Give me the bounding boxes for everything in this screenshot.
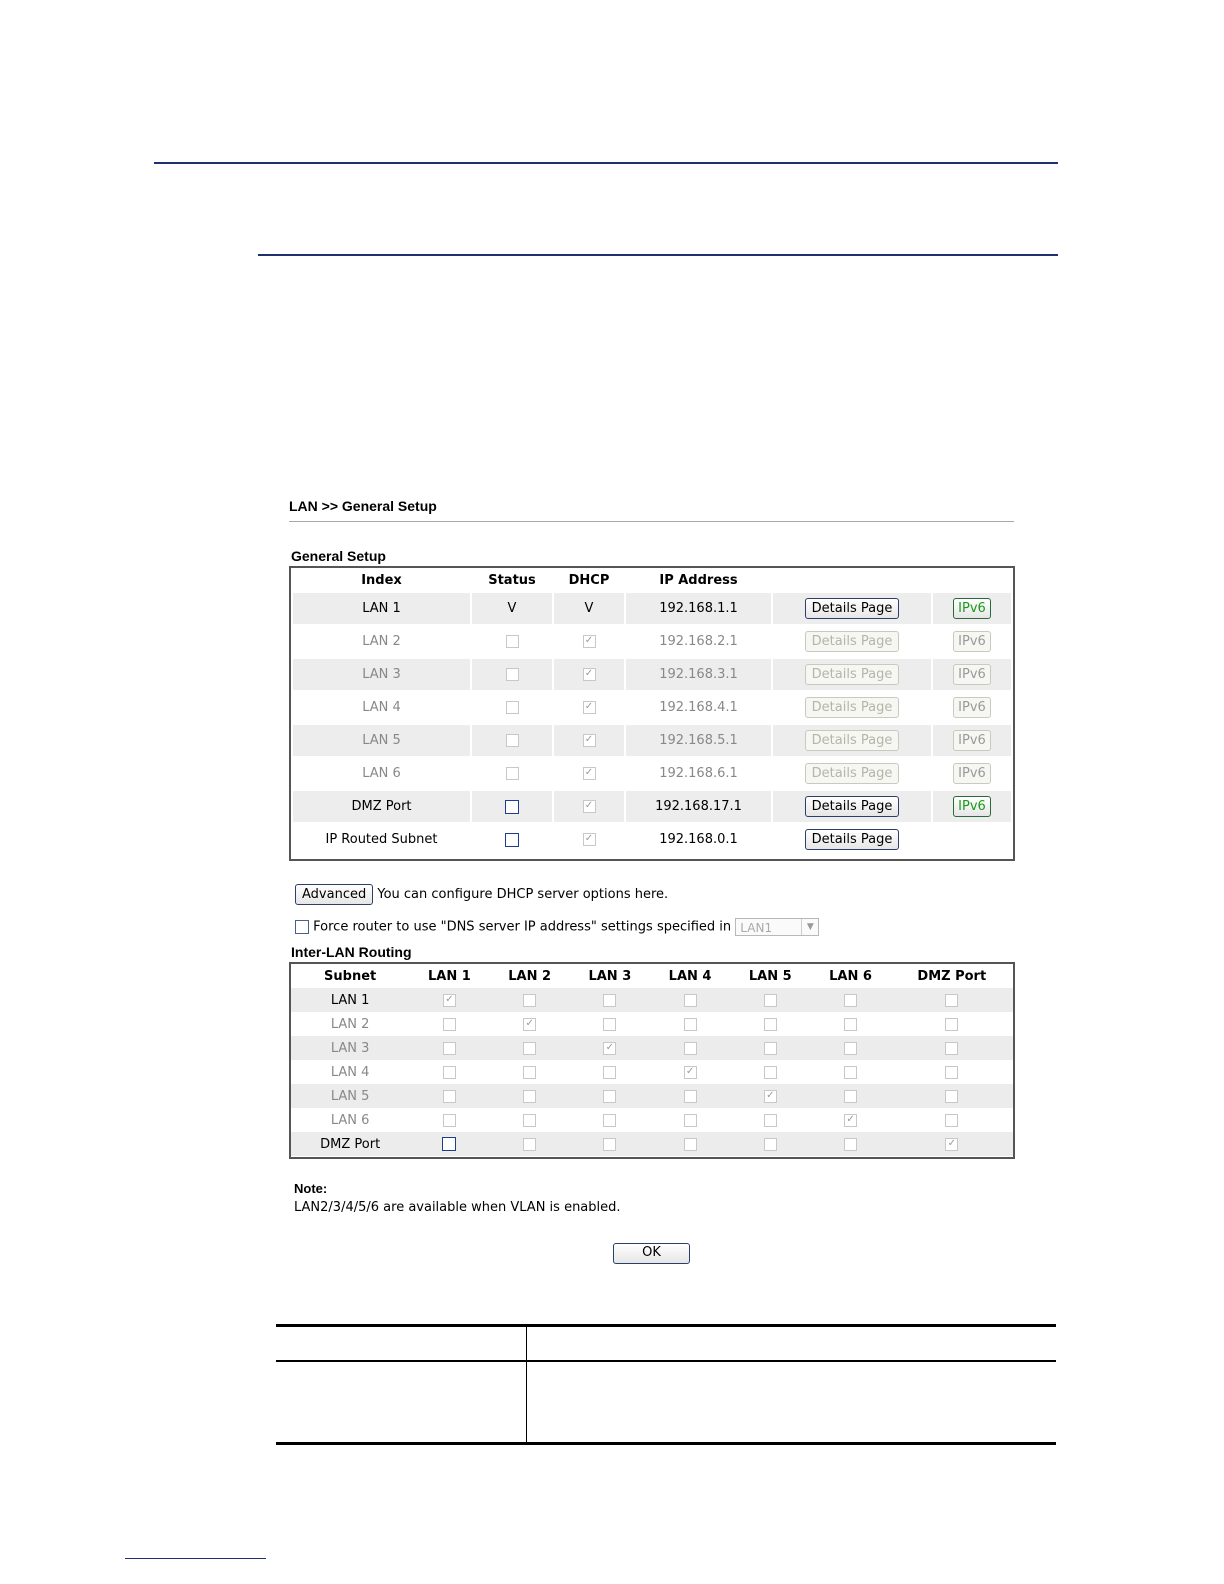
routing-checkbox[interactable] (523, 1138, 536, 1151)
page-top-rule (154, 162, 1058, 164)
routing-checkbox[interactable] (603, 1066, 616, 1079)
details-page-button[interactable]: Details Page (805, 796, 900, 817)
routing-checkbox[interactable] (684, 1138, 697, 1151)
header-ip-address: IP Address (659, 573, 738, 588)
routing-checkbox[interactable] (764, 1114, 777, 1127)
routing-checkbox[interactable] (603, 1138, 616, 1151)
routing-checkbox[interactable] (442, 1137, 456, 1151)
footer-rule (125, 1558, 266, 1559)
routing-checkbox[interactable] (523, 1066, 536, 1079)
header-lan1: LAN 1 (428, 968, 471, 984)
routing-checkbox[interactable] (945, 1018, 958, 1031)
routing-checkbox[interactable] (844, 1018, 857, 1031)
ipv6-button[interactable]: IPv6 (953, 631, 991, 652)
general-setup-table (289, 566, 1015, 861)
routing-checkbox[interactable] (945, 1090, 958, 1103)
header-lan4: LAN 4 (668, 968, 712, 984)
routing-checkbox[interactable] (684, 994, 697, 1007)
details-page-button[interactable]: Details Page (805, 697, 900, 718)
row-index: IP Routed Subnet (325, 832, 438, 847)
advanced-row (295, 884, 668, 905)
routing-checkbox[interactable] (523, 994, 536, 1007)
header-dhcp: DHCP (568, 573, 610, 588)
row-index: LAN 2 (362, 634, 401, 649)
routing-checkbox[interactable] (844, 1114, 857, 1127)
details-page-button[interactable]: Details Page (805, 763, 900, 784)
details-page-button[interactable]: Details Page (805, 829, 900, 850)
row-ip: 192.168.6.1 (659, 766, 738, 781)
table-row (293, 626, 1011, 657)
row-subnet: LAN 2 (330, 1016, 370, 1032)
dhcp-checkbox[interactable] (583, 800, 596, 813)
routing-checkbox[interactable] (684, 1066, 697, 1079)
dns-row (295, 918, 819, 936)
table-row (291, 1084, 1013, 1108)
row-subnet: LAN 4 (330, 1064, 370, 1080)
general-setup-label: General Setup (291, 548, 386, 564)
routing-checkbox[interactable] (443, 1018, 456, 1031)
dhcp-checkbox[interactable] (583, 635, 596, 648)
ipv6-button[interactable]: IPv6 (953, 598, 991, 619)
description-table (276, 1324, 1056, 1445)
routing-checkbox[interactable] (945, 1114, 958, 1127)
table-row (291, 1012, 1013, 1036)
ipv6-button[interactable]: IPv6 (953, 730, 991, 751)
row-subnet: LAN 6 (330, 1112, 370, 1128)
dhcp-checkbox[interactable] (583, 734, 596, 747)
row-ip: 192.168.4.1 (659, 700, 738, 715)
routing-checkbox[interactable] (764, 1090, 777, 1103)
header-lan2: LAN 2 (508, 968, 552, 984)
table-row (293, 593, 1011, 624)
routing-checkbox[interactable] (523, 1114, 536, 1127)
routing-checkbox[interactable] (764, 1042, 777, 1055)
row-subnet: DMZ Port (291, 1132, 409, 1156)
routing-checkbox[interactable] (684, 1090, 697, 1103)
table-row (291, 1060, 1013, 1084)
row-status: V (472, 593, 552, 624)
routing-checkbox[interactable] (945, 1066, 958, 1079)
header-index: Index (361, 573, 402, 588)
chevron-down-icon: ▼ (801, 919, 818, 935)
row-ip: 192.168.5.1 (626, 725, 771, 756)
ipv6-button[interactable]: IPv6 (953, 697, 991, 718)
dhcp-checkbox[interactable] (583, 668, 596, 681)
dns-lan-select-value: LAN1 (740, 921, 773, 935)
details-page-button[interactable]: Details Page (805, 631, 900, 652)
note-title: Note: (294, 1181, 328, 1196)
routing-checkbox[interactable] (684, 1042, 697, 1055)
routing-checkbox[interactable] (603, 1042, 616, 1055)
row-index: DMZ Port (293, 791, 470, 822)
note-text: LAN2/3/4/5/6 are available when VLAN is enabled. (294, 1200, 621, 1215)
advanced-text: You can configure DHCP server options here. (377, 887, 669, 902)
routing-checkbox[interactable] (844, 1042, 857, 1055)
header-dmz-port: DMZ Port (917, 968, 987, 984)
row-ip: 192.168.3.1 (626, 659, 771, 690)
row-ip: 192.168.0.1 (659, 832, 738, 847)
breadcrumb: LAN >> General Setup (289, 498, 437, 514)
status-checkbox[interactable] (505, 833, 519, 847)
row-index: LAN 6 (362, 766, 401, 781)
table-row (293, 659, 1011, 690)
table-row (293, 791, 1011, 822)
routing-checkbox[interactable] (523, 1042, 536, 1055)
routing-checkbox[interactable] (764, 1066, 777, 1079)
routing-checkbox[interactable] (443, 1090, 456, 1103)
routing-checkbox[interactable] (764, 1018, 777, 1031)
status-checkbox[interactable] (506, 767, 519, 780)
status-checkbox[interactable] (506, 701, 519, 714)
routing-checkbox[interactable] (844, 1138, 857, 1151)
row-index: LAN 3 (293, 659, 470, 690)
row-subnet: LAN 5 (291, 1084, 409, 1108)
routing-checkbox[interactable] (684, 1018, 697, 1031)
routing-checkbox[interactable] (603, 1090, 616, 1103)
routing-checkbox[interactable] (443, 1066, 456, 1079)
row-subnet: LAN 1 (291, 988, 409, 1012)
table-row (293, 725, 1011, 756)
dhcp-checkbox[interactable] (583, 767, 596, 780)
status-checkbox[interactable] (506, 668, 519, 681)
inter-lan-routing-table (289, 962, 1015, 1159)
table-row (293, 692, 1011, 723)
routing-checkbox[interactable] (603, 994, 616, 1007)
row-subnet: LAN 3 (291, 1036, 409, 1060)
table-row (291, 1108, 1013, 1132)
routing-checkbox[interactable] (844, 1090, 857, 1103)
ipv6-button[interactable]: IPv6 (953, 763, 991, 784)
routing-checkbox[interactable] (684, 1114, 697, 1127)
routing-checkbox[interactable] (443, 1114, 456, 1127)
ipv6-button[interactable]: IPv6 (953, 796, 991, 817)
advanced-button[interactable]: Advanced (295, 884, 373, 905)
header-status: Status (488, 573, 536, 588)
routing-checkbox[interactable] (523, 1018, 536, 1031)
details-page-button[interactable]: Details Page (805, 730, 900, 751)
routing-checkbox[interactable] (844, 994, 857, 1007)
row-index: LAN 4 (362, 700, 401, 715)
title-divider (289, 521, 1014, 522)
routing-checkbox[interactable] (844, 1066, 857, 1079)
row-dhcp: V (554, 593, 624, 624)
routing-checkbox[interactable] (443, 994, 456, 1007)
routing-checkbox[interactable] (945, 994, 958, 1007)
dhcp-checkbox[interactable] (583, 833, 596, 846)
routing-checkbox[interactable] (603, 1114, 616, 1127)
table-row (293, 824, 1011, 855)
row-ip: 192.168.17.1 (626, 791, 771, 822)
header-subnet: Subnet (324, 968, 377, 984)
status-checkbox[interactable] (506, 635, 519, 648)
routing-checkbox[interactable] (945, 1138, 958, 1151)
dns-lan-select[interactable] (735, 918, 819, 936)
force-dns-checkbox[interactable] (295, 920, 309, 934)
table-row (291, 1132, 1013, 1156)
ipv6-button[interactable]: IPv6 (953, 664, 991, 685)
table-row (293, 758, 1011, 789)
status-checkbox[interactable] (506, 734, 519, 747)
header-lan3: LAN 3 (588, 968, 632, 984)
dhcp-checkbox[interactable] (583, 701, 596, 714)
details-page-button[interactable]: Details Page (805, 598, 900, 619)
routing-checkbox[interactable] (764, 1138, 777, 1151)
header-lan5: LAN 5 (748, 968, 792, 984)
row-index: LAN 1 (293, 593, 470, 624)
section-rule (258, 254, 1058, 256)
routing-checkbox[interactable] (764, 994, 777, 1007)
status-checkbox[interactable] (505, 800, 519, 814)
details-page-button[interactable]: Details Page (805, 664, 900, 685)
inter-lan-routing-label: Inter-LAN Routing (291, 944, 412, 960)
header-lan6: LAN 6 (829, 968, 872, 984)
routing-checkbox[interactable] (945, 1042, 958, 1055)
table-row (291, 1036, 1013, 1060)
routing-checkbox[interactable] (603, 1018, 616, 1031)
row-index: LAN 5 (293, 725, 470, 756)
ok-button[interactable]: OK (613, 1243, 690, 1264)
description-table-column-divider (526, 1327, 527, 1442)
routing-checkbox[interactable] (443, 1042, 456, 1055)
row-ip: 192.168.1.1 (626, 593, 771, 624)
routing-checkbox[interactable] (523, 1090, 536, 1103)
row-ip: 192.168.2.1 (659, 634, 738, 649)
force-dns-text: Force router to use "DNS server IP address" settings specified in (313, 919, 732, 935)
table-row (291, 988, 1013, 1012)
description-table-header-rule (276, 1360, 1056, 1362)
